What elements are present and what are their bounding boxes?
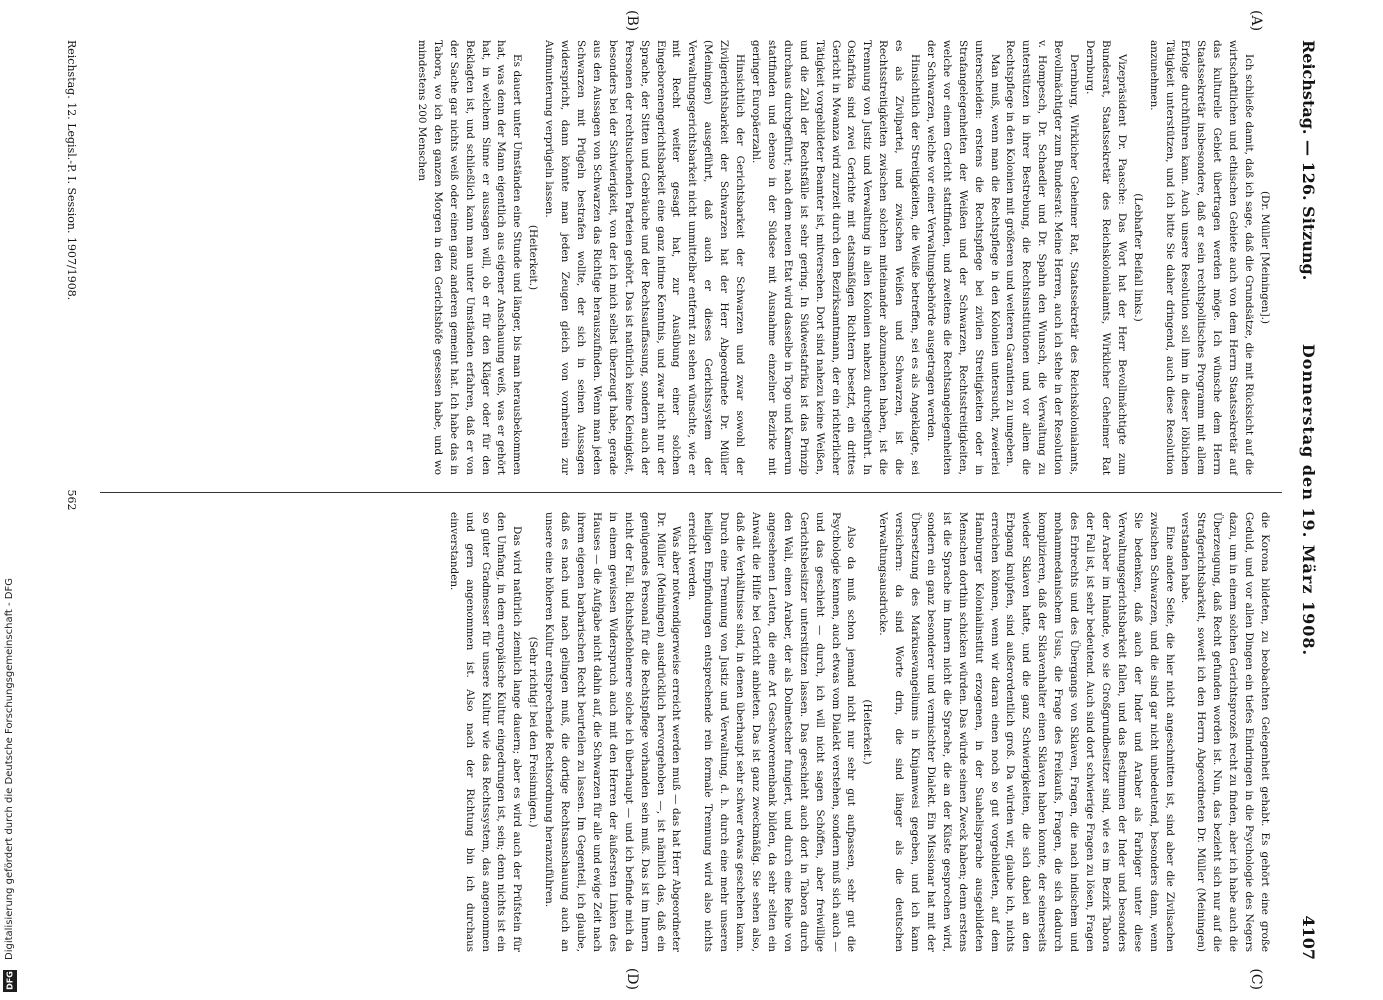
- page-content: [30, 0, 1330, 1000]
- margin-letter-d: (D): [624, 967, 640, 990]
- column-divider: [100, 492, 1282, 493]
- paragraph: Es dauert unter Umständen eine Stunde und länger, bis man herausbekommen hat, was denn der Mann eigentlich aus eigener Anschauung weiß, was er gehört hat, in welchem Sinne er aussagen will, ob er für den Kläger oder für den Beklagten ist, und schließlich kann man unter Umständen erfahren, daß er von der Sache gar nichts weiß oder einen ganz anderen gemeint hat. Ich habe das in Tabora, wo ich den ganzen Morgen in den Gerichtshöfe gesessen habe, und wo mindestens 200 Menschen: [415, 40, 524, 475]
- speaker-line: (Dr. Müller [Meiningen].): [1259, 191, 1271, 324]
- paragraph: die Korona bildeten, zu beobachten Gelegenheit gehabt. Es gehört eine große Geduld, und vor allen Dingen ein tiefes Eindringen in die Psychologie des Negers dazu, um in einem solchen Gerichtsprozeß recht zu finden, aber ich habe auch die Überzeugung, daß Recht gefunden worden ist. Nun, das bezieht sich nur auf die Strafgerichtsbarkeit, soweit ich den Herrn Abgeordneten Dr. Müller (Meiningen) verstanden habe.: [1179, 512, 1271, 952]
- right-column: [100, 512, 1272, 952]
- margin-letter-a: (A): [1248, 10, 1264, 32]
- dfg-logo-text: DFG: [5, 971, 15, 990]
- paragraph: Das wird natürlich ziemlich lange dauern; aber es wird auch der Prüfstein für den Umfang, in dem europäische Kultur eingedrungen ist, sein; denn nichts ist ein so guter Gradmesser für unsere Kultur wie das Rechtssystem, das angenommen und gern angenommen ist. Also nach der Richtung bin ich durchaus einverstanden.: [447, 512, 524, 952]
- stage-direction: (Heiterkeit.): [527, 224, 540, 291]
- header-session: Reichstag. — 126. Sitzung.: [1299, 40, 1318, 281]
- stage-direction: (Sehr richtig! bei den Freisinnigen.): [527, 636, 540, 828]
- paragraph: Also da muß schon jemand nicht nur sehr gut aufpassen, sehr gut die Psychologie kennen, auch etwas vom Dialekt verstehen, sondern muß sich auch — und das geschieht — durch, ich will nicht sagen Schöffen, aber freiwillige Gerichtsbeisitzer unterstützen lassen. Das geschieht auch dort in Tabora durch den Wali, einen Araber, der als Dolmetscher fungiert, und durch eine Reihe von angesehenen Leuten, die eine Art Geschworenenbank bilden, da sehr selten ein Anwalt die Hilfe bei Gericht anbieten. Das ist ganz zweckmäßig. Sie sehen also, daß die Verhältnisse sind, in denen überhaupt sehr schwer etwas geschehen kann. Durch eine Trennung von Justiz und Verwaltung, d. h. durch eine mehr unseren heiligen Empfindungen entsprechende rein formale Trennung wird also nichts erreicht werden.: [686, 512, 858, 952]
- paragraph: Hinsichtlich der Gerichtsbarkeit der Schwarzen und zwar sowohl der Zivilgerichtsbarkeit der Schwarzen hat der Herr Abgeordnete Dr. Müller (Meiningen) ausgeführt, daß auch er dieses Gerichtssystem der Verwaltungsgerichtsbarkeit nicht unmittelbar entfernt zu sehen wünschte, wie er mit Recht weiter gesagt hat, zur Ausübung einer solchen Eingeborenengerichtsbarkeit eine ganz intime Kenntnis, und zwar nicht nur der Sprache, der Sitten und Gebräuche und der Rechtsauffassung, sondern auch der Personen der rechtsuchenden Parteien gehört. Das ist natürlich keine Kleinigkeit, besonders bei der Schwierigkeit, von der ich mich selbst überzeugt habe, gerade aus den Aussagen von Schwarzen das Richtige herauszufinden. Wenn man jeden Schwarzen mit Prügeln bestrafen wollte, der sich in seinen Aussagen widerspricht, dann könnte man jeden Zeugen gleich von vornherein zur Aufmunterung verprügeln lassen.: [543, 40, 747, 475]
- margin-letter-b: (B): [624, 10, 640, 32]
- stage-direction: (Lebhafter Beifall links.): [1131, 193, 1144, 322]
- digitization-note-text: Digitalisierung gefördert durch die Deutsche Forschungsgemeinschaft - DFG: [4, 577, 15, 960]
- footer-citation: Reichstag. 12. Legisl.-P. I. Session. 1907/1908.: [65, 40, 78, 301]
- digitization-note: [2, 0, 18, 1000]
- stage-direction: (Heiterkeit.): [861, 699, 874, 765]
- page-header: [1292, 40, 1322, 960]
- margin-letter-c: (C): [1248, 968, 1264, 990]
- paragraph: Vizepräsident Dr. Paasche: Das Wort hat der Herr Bevollmächtigte zum Bundesrat, Staatssekretär des Reichskolonialamts, Wirklicher Geheimer Rat Dernburg.: [1084, 40, 1128, 475]
- paragraph: Hinsichtlich der Streitigkeiten, die Weiße betreffen, sei es als Angeklagte, sei es als Zivilpartei, und zwischen Weißen und Schwarzen, ist die Rechtsstreitigkeiten zwischen solchen miteinander abzumachen haben, ist die Trennung von Justiz und Verwaltung in allen Kolonien nahezu durchgeführt. In Ostafrika sind zwei Gerichte mit etatsmäßigen Richtern besetzt, ein drittes Gericht in Mwanza wird zurzeit durch den Bezirksamtmann, der ein richterlicher Tätigkeit vorgebildeter Beamter ist, mitversehen. Dort sind nahezu keine Weißen, und die Zahl der Rechtsfälle ist sehr gering. In Südwestafrika ist das Prinzip durchaus durchgeführt; nach dem neuen Etat wird dasselbe in Togo und Kamerun stattfinden und ebenso in der Südsee mit Ausnahme einzelner Bezirke mit geringer Europäerzahl.: [750, 40, 922, 475]
- paragraph: Dernburg, Wirklicher Geheimer Rat, Staatssekretär des Reichskolonialamts, Bevollmächtigter zum Bundesrat: Meine Herren, auch ich stehe in der Resolution v. Hompesch, Dr. Schaedler und Dr. Spahn den Wunsch, die Verwaltung zu unterstützen in ihrer Bestrebung, die Rechtsinstitutionen und vor allem die Rechtspflege in den Kolonien mit größeren und weiteren Garantien zu umgeben.: [1004, 40, 1081, 475]
- dfg-logo-icon: [3, 970, 17, 992]
- page-number: 4107: [1299, 915, 1318, 960]
- paragraph: Was aber notwendigerweise erreicht werden muß — das hat Herr Abgeordneter Dr. Müller (Meiningen) ausdrücklich hervorgehoben —, ist nämlich das, daß ein genügendes Personal für die Rechtspflege vorhanden sein muß. Das ist im Innern nicht der Fall. Richtsbefohlenere solche ich überhaupt — und ich befinde mich da in einem gewissen Widerspruch auch mit den Herren der äußersten Linken des Hauses — die Aufgabe nicht dahin auf, die Schwarzen für alle und ewige Zeit nach ihrem eigenen barbarischen Recht beurteilen zu lassen. Im Gegenteil, ich glaube, daß es nach und nach gelingen muß, die dortige Rechtsanschauung auch an unsere eine höheren Kultur entsprechende Rechtsordnung heranzuführen.: [543, 512, 683, 952]
- rotated-page: [30, 0, 1330, 1000]
- header-date: Donnerstag den 19. März 1908.: [1299, 343, 1318, 657]
- paragraph: Man muß, wenn man die Rechtspflege in den Kolonien untersucht, zweierlei unterscheiden: erstens die Rechtspflege bei zivilen Streitigkeiten oder in Strafangelegenheiten der Weißen und der Schwarzen, Rechtsstreitigkeiten, welche vor einem Gericht stattfinden, und zweitens die Rechtsangelegenheiten der Schwarzen, welche vor einer Verwaltungsbehörde ausgetragen werden.: [924, 40, 1001, 475]
- footer-page-number: 562: [65, 489, 78, 511]
- page-footer: [58, 40, 78, 960]
- left-column: [100, 40, 1272, 475]
- paragraph: Eine andere Seite, die hier nicht angeschnitten ist, sind aber die Zivilsachen zwischen Schwarzen, und die sind gar nicht unbedeutend, besonders dann, wenn Sie bedenken, daß auch der Inder und Araber als Farbiger unter diese Verwaltungsgerichtsbarkeit fallen, und das Bestimmen der Inder und besonders der Araber im Inlande, wo sie Großgrundbesitzer sind, wie es im Bezirk Tabora der Fall ist, ist sehr bedeutend. Auch sind dort schwierige Fragen zu lösen, Fragen des Erbrechts und des Übergangs von Sklaven, Fragen, die nach indischem und mohammedanischem Usus, die Frage des Freikaufs, Fragen, die sich dadurch komplizieren, daß der Sklavenhalter einen Sklaven haben konnte, der seinerseits wieder Sklaven hatte, und die ganz Schwierigkeiten, die sich dabei an den Erbgang knüpfen, sind außerordentlich groß. Da würden wir, glaube ich, nichts erreichen können, wenn wir daran einen noch so gut vorgebildeten, auf dem Hamburger Kolonialinstitut erzogenen, in der Suahelisprache ausgebildeten Menschen dorthin schicken würden. Das würde seinen Zweck haben; denn erstens ist die Sprache im Innern nicht die Sprache, die an der Küste gesprochen wird, sondern ein ganz besonderer und vermischter Dialekt. Ein Missionar hat mit der Übersetzung des Markusevangeliums in Kinjamwesi gegeben, und ich kann versichern: da sind Worte drin, die sind länger als die deutschen Verwaltungsausdrücke.: [877, 512, 1176, 952]
- paragraph: Ich schließe damit, daß ich sage, daß die Grundsätze, die mit Rücksicht auf die wirtschaftlichen und ethischen Gebiete auch von dem Herrn Staatssekretär auf das kulturelle Gebiet übertragen werden möge. Ich wünsche dem Herrn Staatssekretär insbesondere, daß er sein rechtspolitisches Programm mit allem Erfolge durchführen kann. Auch unsere Resolution soll ihm in dieser löblichen Tätigkeit unterstützen, und ich bitte Sie daher dringend, auch diese Resolution anzunehmen.: [1147, 40, 1256, 475]
